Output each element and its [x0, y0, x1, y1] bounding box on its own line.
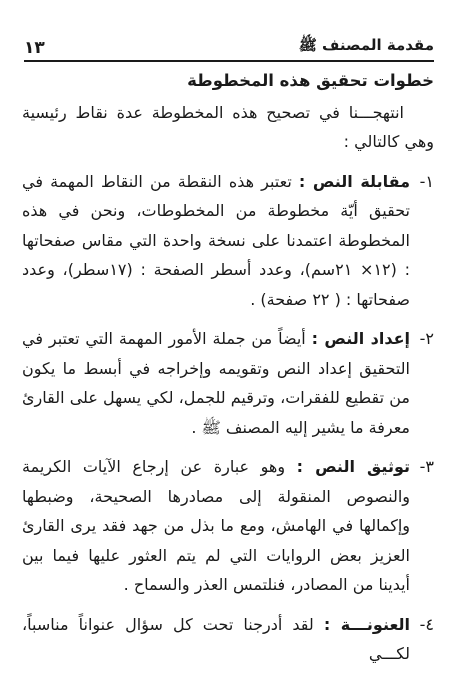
list-item	[22, 610, 434, 669]
item-text: لقد أدرجنا تحت كل سؤال عنواناً مناسباً، لكـــي	[22, 614, 410, 663]
section-title: خطوات تحقيق هذه المخطوطة	[187, 71, 434, 90]
page-body	[22, 66, 434, 669]
item-heading: مقابلة النص :	[298, 171, 411, 191]
item-heading: إعداد النص :	[311, 329, 411, 348]
item-text: وهو عبارة عن إرجاع الآيات الكريمة والنصوص المنقولة إلى مصادرها الصحيحة، وضبطها وإكمالها في الهامش، ومع ما بذل من جهد فقد يرى القارئ العزيز بعض الروايات التي لم يتم العثور عليها فيما بين أيدينا من المصادر، فنلتمس العذر والسماح .	[22, 457, 410, 594]
item-number: ٣-	[419, 457, 434, 476]
item-text: أيضاً من جملة الأمور المهمة التي تعتبر في التحقيق إعداد النص وتقويمه وإخراجه في أبسط ما يكون من تقطيع للفقرات، وترقيم للجمل، لكي يسهل على القارئ معرفة ما يشير إليه المصنف ﷺ .	[22, 329, 410, 437]
item-number: ١-	[419, 171, 434, 191]
intro-paragraph: انتهجـــنا في تصحيح هذه المخطوطة عدة نقاط رئيسية وهي كالتالي :	[22, 102, 434, 151]
page-number: ١٣	[24, 38, 45, 58]
item-number: ٢-	[419, 329, 434, 348]
item-text: تعتبر هذه النقطة من النقاط المهمة في تحقيق أيّة مخطوطة من المخطوطات، ونحن في هذه المخطوطة اعتمدنا على نسخة واحدة التي مقاس صفحاتها : (١٢× ٢١سم)، وعدد أسطر الصفحة : (١٧سطر)، وعدد صفحاتها : ( ٢٢ صفحة) .	[22, 171, 410, 309]
list-item	[22, 452, 434, 600]
running-title: مقدمة المصنف ﷺ	[298, 36, 434, 54]
item-heading: توثيق النص :	[296, 457, 411, 476]
page-header	[24, 30, 434, 62]
item-number: ٤-	[419, 614, 434, 634]
list-item	[22, 167, 434, 315]
list-item	[22, 324, 434, 442]
item-heading: العنونـــة :	[323, 614, 411, 634]
